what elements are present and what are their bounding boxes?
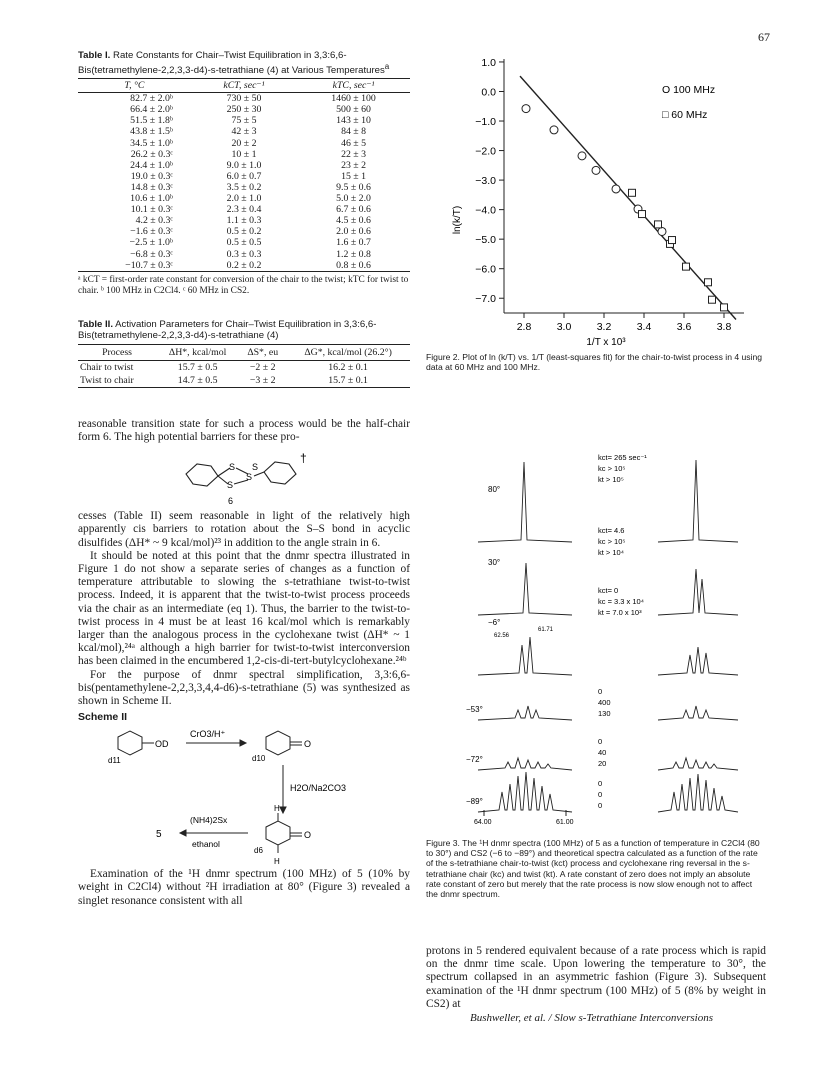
y-tick-label: −5.0 [475, 234, 496, 247]
table-cell: 3.5 ± 0.2 [226, 181, 262, 193]
table-row [78, 360, 410, 374]
rate-label: kt > 10⁴ [598, 548, 624, 557]
rate-label: 0 [598, 779, 603, 788]
table-row [78, 193, 410, 204]
table2-caption-label: Table II. [78, 318, 114, 330]
temperature-label: −53° [466, 705, 483, 714]
table-cell: 10.6 ± 1.0ᵇ [130, 193, 173, 205]
rate-label: 0 [598, 801, 603, 810]
scheme-label: OD [155, 739, 169, 750]
table-cell: 4.5 ± 0.6 [336, 215, 371, 227]
dagger-mark: † [300, 451, 307, 466]
body-text [426, 945, 766, 1011]
table-row [78, 204, 410, 215]
table-cell: 15 ± 1 [341, 170, 367, 182]
temperature-label: 80° [488, 485, 501, 494]
table-cell: Twist to chair [78, 374, 156, 388]
table-row [78, 215, 410, 226]
y-tick-label: −4.0 [475, 204, 496, 217]
table-cell: 10.1 ± 0.3ᶜ [130, 204, 173, 216]
table2-header: Process [78, 344, 156, 360]
table-row [78, 226, 410, 237]
rate-label: kct= 0 [598, 586, 619, 595]
scheme-label: O [304, 830, 312, 841]
data-point-100mhz [658, 227, 666, 235]
scheme-label: d6 [254, 846, 263, 856]
figure-2-caption: Figure 2. Plot of ln (k/T) vs. 1/T (least-squares fit) for the chair-to-twist process in 4 using data at 60 MHz and 100 MHz. [426, 352, 763, 373]
table-cell: 43.8 ± 1.5ᵇ [130, 126, 173, 138]
table-row [78, 138, 410, 149]
table-cell: 2.0 ± 1.0 [226, 193, 262, 205]
table-cell: 1460 ± 100 [331, 93, 376, 105]
table-cell: 66.4 ± 2.0ᵇ [130, 104, 173, 116]
paragraph: Examination of the ¹H dnmr spectrum (100 MHz) of 5 (10% by weight in C2Cl4) without ²H irradiation at 80° (Figure 3) revealed a singlet resonance consistent with all [78, 868, 410, 907]
table2-header: ΔS*, eu [239, 344, 286, 360]
rate-label: kc > 10⁵ [598, 464, 626, 473]
table2 [78, 344, 410, 388]
data-point-60mhz [639, 211, 646, 218]
atom-label: S [246, 472, 253, 483]
paragraph: cesses (Table II) seem reasonable in light of the relatively high apparently cis barriers to rotation about the S–S bond in acyclic disulfides (ΔH* ~ 9 kcal/mol)²³ in addition to the angle strain in 6. [78, 510, 410, 549]
table-cell: 0.8 ± 0.6 [297, 260, 410, 272]
rate-label: 130 [598, 709, 611, 718]
table2-header: ΔG*, kcal/mol (26.2°) [286, 344, 410, 360]
table1-footnote: ᵃ kCT = first-order rate constant for conversion of the chair to the twist; kTC for twist to chair. ᵇ 100 MHz in C2Cl4. ᶜ 60 MHz in CS2. [78, 274, 409, 296]
body-text [78, 510, 410, 708]
table1-header: T, °C [78, 79, 191, 93]
data-point-60mhz [669, 237, 676, 244]
table-cell: 22 ± 3 [341, 148, 367, 160]
table-cell: 46 ± 5 [341, 137, 367, 149]
y-tick-label: −2.0 [475, 145, 496, 158]
y-tick-label: 1.0 [481, 56, 496, 69]
structure-6 [78, 444, 410, 510]
rate-label: kt > 10⁵ [598, 475, 624, 484]
figure-3-caption: Figure 3. The ¹H dnmr spectra (100 MHz) of 5 as a function of temperature in C2Cl4 (80 to 30°) and CS2 (−6 to −89°) and theoretical spectra calculated as a function of the rate of the s-tetrathiane chair-to-twist (kct) process and cyclohexane ring reversal in the s-tetrathiane chair (kc) and twist (kt). A rate constant of zero does not imply an absolute rate constant of zero but merely that the rate process is now slow enough not to affect the dnmr spectrum. [426, 838, 760, 900]
paragraph: protons in 5 rendered equivalent because of a rate process which is rapid on the dnmr time scale. Upon lowering the temperature to 30°, the spectrum collapsed in an asymmetric fashion (Figure 3). Subsequent examination of the ¹H dnmr spectrum (100 MHz) of 5 (8% by weight in CS2) at [426, 945, 766, 1010]
x-tick-label: 3.0 [556, 321, 572, 333]
x-tick-label: 3.2 [596, 321, 612, 333]
left-column [78, 50, 410, 908]
table1-caption-mark: a [384, 62, 390, 71]
rate-label: kct= 4.6 [598, 526, 625, 535]
table-cell: 4.2 ± 0.3ᶜ [135, 215, 173, 227]
scheme-label: H [274, 804, 280, 814]
experimental-spectrum [478, 637, 572, 675]
theoretical-spectrum [658, 460, 738, 542]
table-cell: 20 ± 2 [231, 137, 257, 149]
theoretical-spectrum [658, 758, 738, 770]
table1-header: kCT, sec⁻¹ [191, 79, 297, 93]
data-point-60mhz [683, 263, 690, 270]
figure-2-chart [440, 45, 770, 353]
table-row [78, 260, 410, 272]
rate-label: kc = 3.3 x 10⁴ [598, 597, 644, 606]
table-row [78, 115, 410, 126]
scheme-label: d10 [252, 754, 266, 764]
atom-label: S [229, 462, 236, 473]
y-tick-label: −6.0 [475, 263, 496, 276]
table-cell: −2.5 ± 1.0ᵇ [129, 237, 173, 249]
table-cell: 75 ± 5 [231, 115, 257, 127]
y-tick-label: −7.0 [475, 293, 496, 306]
table-row [78, 249, 410, 260]
table-cell: 730 ± 50 [226, 93, 262, 105]
scheme-label: ethanol [192, 839, 220, 850]
table-cell: 0.2 ± 0.2 [191, 260, 297, 272]
table-cell: 0.5 ± 0.2 [226, 226, 262, 238]
table1-caption [78, 50, 410, 76]
axis-label: 61.00 [556, 819, 574, 826]
x-tick-label: 2.8 [516, 321, 532, 333]
table-cell: −1.6 ± 0.3ᶜ [130, 226, 173, 238]
experimental-spectrum [478, 563, 572, 615]
x-tick-label: 3.8 [716, 321, 732, 333]
table2-caption [78, 319, 410, 341]
data-point-60mhz [705, 279, 712, 286]
table-row [78, 126, 410, 137]
atom-label: S [252, 462, 259, 473]
legend-entry: O 100 MHz [662, 84, 716, 96]
data-point-60mhz [629, 189, 636, 196]
table1-caption-text: Rate Constants for Chair–Twist Equilibration in 3,3:6,6-Bis(tetramethylene-2,2,3,3-d4)-s-tetrathiane (4) at Various Temperatures [78, 50, 385, 77]
scheme-label: (NH4)2Sx [190, 815, 228, 826]
table-cell: 2.0 ± 0.6 [336, 226, 371, 238]
table-cell: 5.0 ± 2.0 [336, 193, 371, 205]
table-cell: 23 ± 2 [341, 159, 367, 171]
table-cell: −10.7 ± 0.3ᶜ [78, 260, 191, 272]
table-cell: 51.5 ± 1.8ᵇ [130, 115, 173, 127]
table-cell: 9.5 ± 0.6 [336, 181, 371, 193]
table-cell: 15.7 ± 0.5 [177, 361, 218, 373]
temperature-label: −72° [466, 755, 483, 764]
table-cell: 24.4 ± 1.0ᵇ [130, 159, 173, 171]
table-cell: 42 ± 3 [231, 126, 257, 138]
table-cell: 26.2 ± 0.3ᶜ [130, 148, 173, 160]
table-cell: 82.7 ± 2.0ᵇ [130, 93, 173, 105]
table2-header: ΔH*, kcal/mol [156, 344, 239, 360]
data-point-100mhz [612, 185, 620, 193]
data-point-100mhz [550, 126, 558, 134]
table-cell: 14.8 ± 0.3ᶜ [130, 181, 173, 193]
table-row [78, 237, 410, 248]
data-point-100mhz [522, 105, 530, 113]
compound-number: 6 [228, 496, 234, 507]
table-cell: 9.0 ± 1.0 [226, 159, 262, 171]
theoretical-spectrum [658, 647, 738, 675]
rate-label: 0 [598, 790, 603, 799]
theoretical-spectrum [658, 706, 738, 720]
scheme-label: H [274, 857, 280, 867]
table-row [78, 93, 410, 105]
table-cell: −2 ± 2 [249, 361, 276, 373]
table-cell: 6.7 ± 0.6 [336, 204, 371, 216]
data-point-60mhz [721, 304, 728, 311]
theoretical-spectrum [658, 569, 738, 615]
theoretical-spectrum [658, 774, 738, 812]
x-axis-label: 1/T x 10³ [586, 337, 626, 348]
scheme-label: H2O/Na2CO3 [290, 783, 347, 794]
table-cell: 19.0 ± 0.3ᶜ [130, 170, 173, 182]
table-cell: 14.7 ± 0.5 [156, 374, 239, 388]
experimental-spectrum [478, 706, 572, 720]
table-row [78, 171, 410, 182]
table-row [78, 374, 410, 388]
peak-label: 62.56 [494, 633, 510, 639]
table-cell: 250 ± 30 [226, 104, 262, 116]
scheme-title: Scheme II [78, 711, 128, 724]
figure-3-spectra [448, 450, 768, 835]
table1 [78, 78, 410, 272]
table-cell: 6.0 ± 0.7 [226, 170, 262, 182]
table-cell: −6.8 ± 0.3ᶜ [130, 248, 173, 260]
table-cell: 1.2 ± 0.8 [336, 248, 371, 260]
experimental-spectrum [478, 758, 572, 770]
x-tick-label: 3.6 [676, 321, 692, 333]
data-point-60mhz [655, 221, 662, 228]
table-cell: 34.5 ± 1.0ᵇ [130, 137, 173, 149]
table-cell: 2.3 ± 0.4 [226, 204, 262, 216]
y-axis-label: ln(k/T) [452, 205, 463, 235]
table-cell: 143 ± 10 [336, 115, 371, 127]
scheme-label: 5 [156, 829, 162, 841]
table-row [78, 149, 410, 160]
data-point-60mhz [709, 296, 716, 303]
table2-caption-text: Activation Parameters for Chair–Twist Equilibration in 3,3:6,6-Bis(tetramethylene-2,2,3,3-d4)-s-tetrathiane (4) [78, 318, 377, 341]
x-tick-label: 3.4 [636, 321, 652, 333]
table-cell: 84 ± 8 [341, 126, 367, 138]
rate-label: 400 [598, 698, 611, 707]
table-cell: 0.3 ± 0.3 [226, 248, 262, 260]
table-cell: 16.2 ± 0.1 [328, 361, 368, 373]
table-row [78, 104, 410, 115]
body-text [78, 868, 410, 908]
temperature-label: −89° [466, 797, 483, 806]
peak-label: 61.71 [538, 627, 554, 633]
table1-caption-label: Table I. [78, 50, 111, 61]
scheme-label: d11 [108, 756, 121, 766]
table-cell: 1.6 ± 0.7 [336, 237, 371, 249]
rate-label: 0 [598, 737, 603, 746]
rate-label: kc > 10⁵ [598, 537, 626, 546]
legend-entry: □ 60 MHz [662, 109, 708, 121]
scheme-label: CrO3/H⁺ [190, 729, 226, 740]
rate-label: kt = 7.0 x 10³ [598, 608, 642, 617]
table-row [78, 182, 410, 193]
table-cell: 500 ± 60 [336, 104, 371, 116]
table-cell: Chair to twist [80, 361, 134, 373]
table-cell: 10 ± 1 [231, 148, 257, 160]
table1-header: kTC, sec⁻¹ [297, 79, 410, 93]
table-row [78, 160, 410, 171]
y-tick-label: −3.0 [475, 175, 496, 188]
rate-label: 0 [598, 687, 603, 696]
scheme-2 [78, 723, 410, 868]
axis-label: 64.00 [474, 819, 492, 826]
data-point-100mhz [592, 166, 600, 174]
page-number: 67 [758, 30, 770, 44]
paragraph: It should be noted at this point that the dnmr spectra illustrated in Figure 1 do not show a separate series of changes as a function of temperature attributable to slowing the s-tetrathiane twist-to-twist process. Indeed, it is apparent that the twist-to-twist process proceeds via the chair as an intermediate (eq 1). Thus, the barrier to the twist-to-twist process in 4 must be at least 16 kcal/mol which is remarkably larger than the analogous process in the cyclohexane twist (ΔH* ~ 1 kcal/mol),²⁴ᵃ although a high barrier for twist-to-twist interconversion has been claimed in the encumbered 1,2-cis-di-tert-butylcyclohexane.²⁴ᵇ [78, 549, 410, 668]
table-cell: −3 ± 2 [239, 374, 286, 388]
data-point-100mhz [578, 152, 586, 160]
running-footer: Bushweller, et al. / Slow s-Tetrathiane Interconversions [470, 1012, 714, 1024]
body-text [78, 418, 410, 444]
table-cell: 0.5 ± 0.5 [226, 237, 262, 249]
y-tick-label: −1.0 [475, 116, 496, 129]
temperature-label: 30° [488, 558, 501, 567]
temperature-label: −6° [488, 618, 501, 627]
table-cell: 1.1 ± 0.3 [226, 215, 262, 227]
y-tick-label: 0.0 [481, 86, 496, 99]
paragraph: For the purpose of dnmr spectral simplification, 3,3:6,6-bis(pentamethylene-2,2,3,3,4,4-d6)-s-tetrathiane (5) was synthesized as shown in Scheme II. [78, 668, 410, 707]
experimental-spectrum [478, 772, 572, 812]
atom-label: S [227, 480, 234, 491]
scheme-label: O [304, 739, 312, 750]
rate-label: 40 [598, 748, 607, 757]
table-cell: 15.7 ± 0.1 [286, 374, 410, 388]
paragraph: reasonable transition state for such a process would be the half-chair form 6. The high potential barriers for these pro- [78, 417, 410, 443]
rate-label: 20 [598, 759, 607, 768]
experimental-spectrum [478, 462, 572, 542]
rate-label: kct= 265 sec⁻¹ [598, 453, 647, 462]
